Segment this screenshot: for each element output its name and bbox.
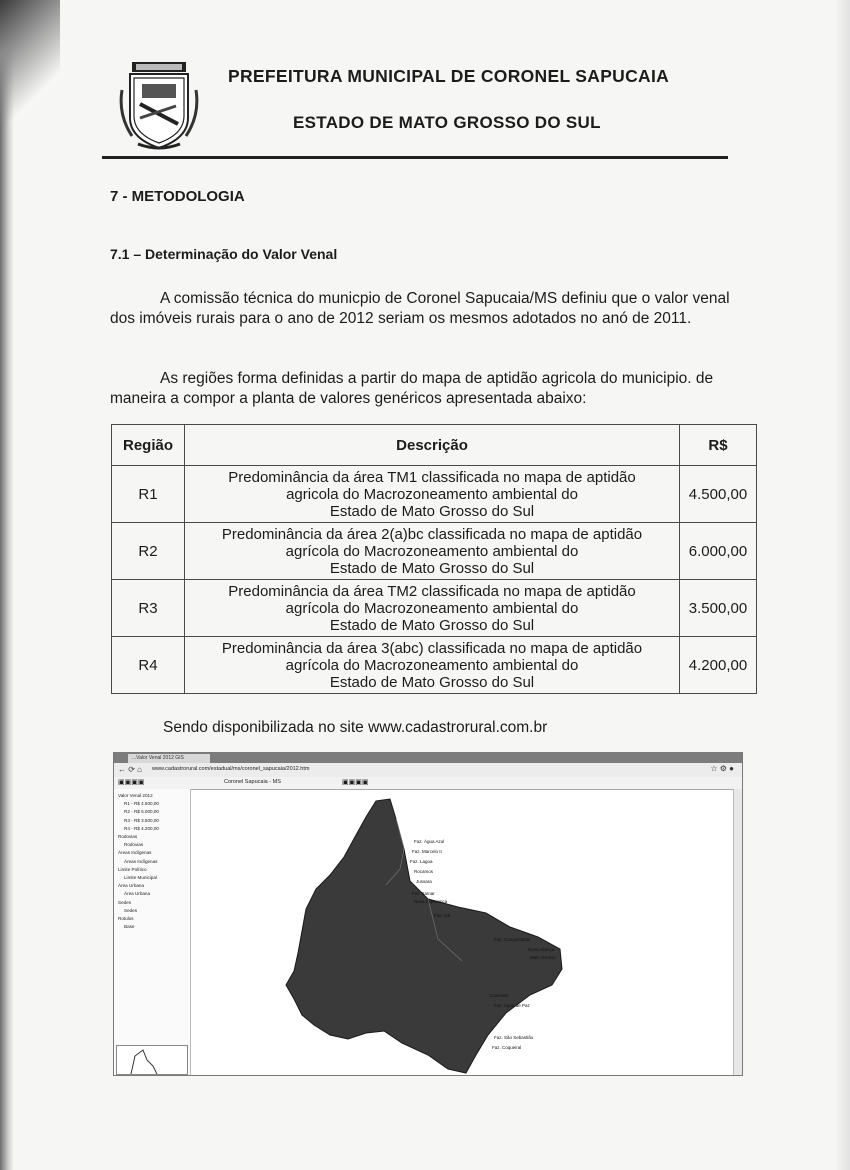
map-select: Coronel Sapucaia - MS	[224, 779, 281, 785]
website-note: Sendo disponibilizada no site www.cadastrorural.com.br	[163, 719, 548, 736]
layer-item[interactable]: Valor Venal 2012	[118, 793, 153, 798]
map-place-label: Jussara	[416, 879, 432, 884]
value-cell: 6.000,00	[680, 523, 757, 580]
layer-item[interactable]: Base	[124, 924, 135, 930]
region-cell: R3	[112, 580, 185, 637]
map-place-label: Faz. Marcelo II	[412, 849, 442, 854]
layer-item[interactable]: Área Urbana	[118, 883, 145, 889]
region-map	[190, 789, 734, 1075]
url-text: www.cadastrorural.com/estadual/ms/coronel_sapucaia/2012.htm	[152, 766, 310, 772]
description-line: agrícola do Macrozoneamento ambiental do	[285, 656, 579, 674]
table-header-row	[112, 425, 757, 466]
description-line: Estado de Mato Grosso do Sul	[329, 673, 535, 691]
section-title: 7 - METODOLOGIA	[110, 188, 245, 205]
browser-tab-bar	[114, 753, 742, 763]
layer-item[interactable]: Rodovias	[118, 834, 138, 839]
paragraph-2: As regiões forma definidas a partir do mapa de aptidão agricola do municipio. de maneira a compor a planta de valores genéricos apresentada abaixo:	[110, 370, 714, 407]
map-place-label: Faz. Coqueiral	[492, 1045, 522, 1050]
region-cell: R1	[112, 466, 185, 523]
layer-item[interactable]: R3 - R$ 3.500,00	[124, 817, 159, 823]
layer-item[interactable]: Rodovias	[124, 842, 144, 848]
value-cell: 4.200,00	[680, 637, 757, 694]
section-subtitle: 7.1 – Determinação do Valor Venal	[110, 246, 338, 262]
layer-item[interactable]: R1 - R$ 4.500,00	[124, 801, 159, 807]
description-line: Predominância da área 3(abc) classificada no mapa de aptidão	[221, 639, 643, 657]
layer-item[interactable]: Sedes	[118, 899, 132, 905]
back-icon: ← ⟳ ⌂	[118, 765, 142, 774]
browser-tools-icon: ☆ ⚙ ●	[710, 764, 734, 773]
map-place-label: Faz. Ipê	[434, 913, 451, 918]
scan-left-shadow	[0, 0, 14, 1170]
browser-address-bar	[114, 763, 742, 778]
layer-item[interactable]: Rotulos	[118, 916, 134, 921]
layer-item[interactable]: Áreas Indígenas	[118, 850, 152, 856]
header-description: Descrição	[185, 425, 680, 466]
description-line: Predominância da área TM2 classificada no mapa de aptidão	[228, 582, 636, 600]
browser-tab: ...Valor Venal 2012 GIS	[128, 754, 210, 763]
map-place-label: Nova Esperança	[414, 899, 448, 904]
map-place-label: Faz. Lagoa	[410, 859, 433, 864]
layer-item[interactable]: Limite Municipal	[124, 875, 157, 880]
layer-item[interactable]: R4 - R$ 4.200,00	[124, 825, 159, 831]
header-rule	[102, 156, 728, 159]
toolbar-buttons-icon: ▣▣▣▣	[118, 779, 145, 786]
description-line: Predominância da área 2(a)bc classificada no mapa de aptidão	[221, 525, 643, 543]
header-value: R$	[680, 425, 757, 466]
coat-of-arms-icon	[118, 60, 200, 152]
description-line: Estado de Mato Grosso do Sul	[329, 502, 535, 520]
description-line: Estado de Mato Grosso do Sul	[329, 559, 535, 577]
table-row	[112, 523, 757, 580]
scan-corner-shadow	[0, 0, 60, 160]
zoom-buttons-icon: ▣▣▣▣	[342, 779, 369, 786]
table-row	[112, 466, 757, 523]
layer-sidebar	[114, 789, 191, 1075]
map-place-label: Faz. Conquistador	[494, 937, 531, 942]
layer-item[interactable]: Área Urbana	[124, 891, 151, 897]
description-line: Estado de Mato Grosso do Sul	[329, 616, 535, 634]
layer-item[interactable]: Áreas Indígenas	[124, 858, 158, 864]
region-cell: R4	[112, 637, 185, 694]
map-scrollbar[interactable]	[733, 789, 742, 1075]
description-cell	[185, 523, 680, 580]
map-place-label: Mato Grosso	[530, 955, 556, 960]
map-place-label: Faz. Água Azul	[414, 839, 445, 844]
description-cell	[185, 580, 680, 637]
paragraph-1: A comissão técnica do municpio de Coronel Sapucaia/MS definiu que o valor venal dos imóveis rurais para o ano de 2012 seriam os mesmos adotados no anó de 2011.	[110, 290, 730, 327]
values-table	[111, 424, 757, 694]
layer-item[interactable]: Sedes	[124, 907, 138, 913]
layer-item[interactable]: Limite Político	[118, 866, 147, 872]
table-row	[112, 580, 757, 637]
scan-right-edge	[834, 0, 850, 1170]
value-cell: 3.500,00	[680, 580, 757, 637]
description-line: agricola do Macrozoneamento ambiental do	[286, 485, 578, 503]
layer-item[interactable]: R2 - R$ 6.000,00	[124, 809, 159, 815]
map-place-label: Rocamos	[414, 869, 434, 874]
header-title: PREFEITURA MUNICIPAL DE CORONEL SAPUCAIA	[228, 66, 670, 86]
map-place-label: Faz. Itamar	[412, 891, 435, 896]
description-line: agrícola do Macrozoneamento ambiental do	[285, 599, 579, 617]
description-line: agrícola do Macrozoneamento ambiental do	[285, 542, 579, 560]
map-place-label: Cascavel	[490, 993, 509, 998]
value-cell: 4.500,00	[680, 466, 757, 523]
map-place-label: Faz. São Sebastião	[494, 1035, 534, 1040]
table-row	[112, 637, 757, 694]
overview-map	[116, 1045, 188, 1075]
header-region: Região	[112, 425, 185, 466]
description-cell	[185, 466, 680, 523]
description-cell	[185, 637, 680, 694]
region-cell: R2	[112, 523, 185, 580]
header-subtitle: ESTADO DE MATO GROSSO DO SUL	[293, 113, 601, 132]
gis-screenshot	[113, 752, 743, 1076]
map-place-label: Faz. Água de Paz	[494, 1003, 530, 1008]
map-place-label: Nova Aliança	[528, 947, 555, 952]
description-line: Predominância da área TM1 classificada no mapa de aptidão	[228, 468, 636, 486]
